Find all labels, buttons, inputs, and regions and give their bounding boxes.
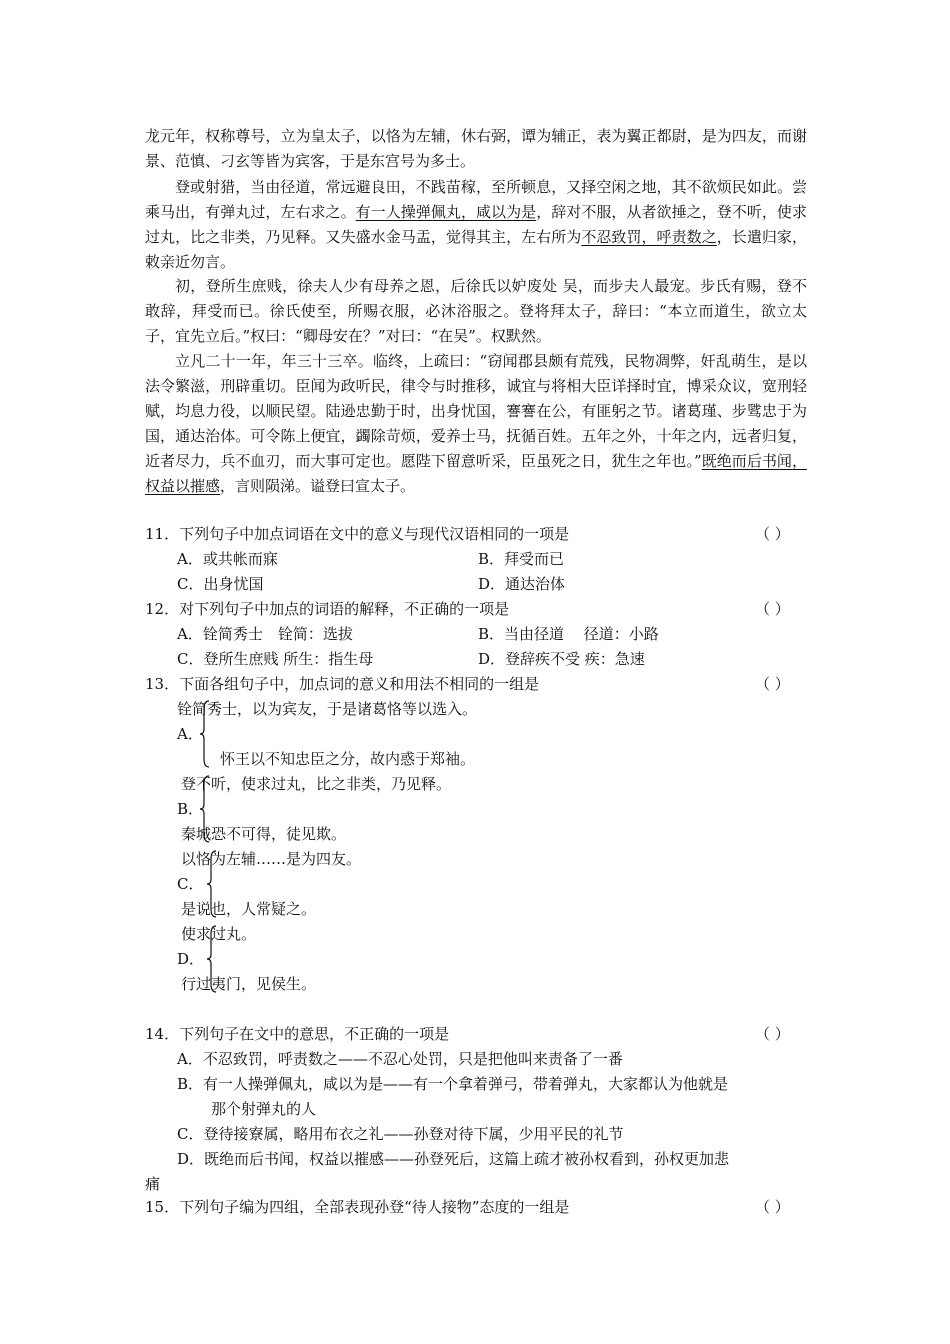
q14-option-d-line-1: D．既绝而后书闻，权益以摧感——孙登死后，这篇上疏才被孙权看到，孙权更加悲: [177, 1150, 730, 1168]
q15-stem: 15．下列句子编为四组，全部表现孙登“待人接物”态度的一组是: [145, 1198, 570, 1216]
passage-paragraph-3: 初，登所生庶贱，徐夫人少有母养之恩，后徐氏以妒废处 吴，而步夫人最宠。步氏有赐，登不敢辞，拜受而已。徐氏使至，所赐衣服，必沐浴服之。登将拜太子，辞曰：“本立而道生，欲立太子，宜先立后。”权曰：“卿母安在？”对曰：“在吴”。权默然。: [145, 277, 807, 345]
passage-paragraph-1: 龙元年，权称尊号，立为皇太子，以恪为左辅，休右弼，谭为辅正，表为翼正都尉，是为四友，而谢景、范慎、刁玄等皆为宾客，于是东宫号为多士。: [145, 127, 807, 170]
q12-answer-paren: （ ）: [755, 600, 790, 618]
q11-option-a: A．或共帐而寐: [177, 550, 278, 568]
q14-stem: 14．下列句子在文中的意思，不正确的一项是: [145, 1025, 450, 1043]
q11-answer-paren: （ ）: [755, 525, 790, 543]
passage-paragraph-2: 登或射猎，当由径道，常远避良田，不践苗稼，至所顿息，又择空闲之地，其不欲烦民如此。尝乘马出，有弹丸过，左右求之。有一人操弹佩丸，咸以为是，辞对不服，从者欲捶之，登不听，使求过丸，比之非类，乃见释。又失盛水金马盂，觉得其主，左右所为不忍致罚，呼责数之，长遣归家，敕亲近勿言。: [145, 178, 807, 271]
q13-a-sentence-1: 铨简秀士，以为宾友，于是诸葛恪等以选入。: [177, 700, 478, 718]
q13-d-sentence-1: 使求过丸。: [181, 925, 257, 943]
passage-paragraph-4: 立凡二十一年，年三十三卒。临终，上疏曰：“窃闻郡县颇有荒残，民物凋弊，奸乱萌生，是以法令繁滋，刑辟重切。臣闻为政听民，律令与时推移，诚宜与将相大臣详择时宜，博采众议，宽刑轻赋，均息力役，以顺民望。陆逊忠勤于时，出身忧国，謇謇在公，有匪躬之节。诸葛瑾、步骘忠于为国，通达治体。可令陈上便宜，蠲除苛烦，爱养士马，抚循百姓。五年之外，十年之内，远者归复，近者尽力，兵不血刃，而大事可定也。愿陛下留意听采，臣虽死之日，犹生之年也。”既绝而后书闻，权益以摧感，言则陨涕。谥登曰宣太子。: [145, 352, 807, 495]
q13-b-sentence-1: 登不听，使求过丸，比之非类，乃见释。: [181, 775, 452, 793]
underlined-sentence: 不忍致罚，呼责数之: [581, 228, 717, 246]
q13-d-sentence-2: 行过夷门，见侯生。: [181, 975, 317, 993]
q13-stem: 13．下面各组句子中，加点词的意义和用法不相同的一组是: [145, 675, 540, 693]
q13-c-label: C．: [177, 875, 204, 893]
q13-a-sentence-2: 怀王以不知忠臣之分，故内惑于郑袖。: [220, 750, 476, 768]
q13-answer-paren: （ ）: [755, 675, 790, 693]
q11-option-b: B．拜受而已: [478, 550, 565, 568]
q13-c-sentence-2: 是说也，人常疑之。: [181, 900, 317, 918]
underlined-sentence: 有一人操弹佩丸，咸以为是: [355, 203, 537, 221]
q12-option-a: A．铨简秀士 铨简：选拔: [177, 625, 353, 643]
q13-a-brace: [199, 699, 211, 769]
q14-answer-paren: （ ）: [755, 1025, 790, 1043]
q12-option-c: C．登所生庶贱 所生：指生母: [177, 650, 374, 668]
q11-option-d: D．通达治体: [478, 575, 566, 593]
q12-stem: 12．对下列句子中加点的词语的解释，不正确的一项是: [145, 600, 510, 618]
q11-option-c: C．出身忧国: [177, 575, 264, 593]
q14-option-a: A．不忍致罚，呼责数之——不忍心处罚，只是把他叫来责备了一番: [177, 1050, 623, 1068]
underlined-sentence: 既绝而后书闻，权益以摧感: [145, 452, 807, 495]
q11-stem: 11．下列句子中加点词语在文中的意义与现代汉语相同的一项是: [145, 525, 570, 543]
q14-option-b-line-1: B．有一人操弹佩丸，咸以为是——有一个拿着弹弓，带着弹丸，大家都认为他就是: [177, 1075, 729, 1093]
q12-option-d: D．登辞疾不受 疾：急速: [478, 650, 645, 668]
q13-a-label: A．: [177, 725, 203, 743]
q12-option-b: B．当由径道 径道：小路: [478, 625, 659, 643]
q13-b-sentence-2: 秦城恐不可得，徒见欺。: [181, 825, 347, 843]
q15-answer-paren: （ ）: [755, 1198, 790, 1216]
q14-option-c: C．登待接寮属，略用布衣之礼——孙登对待下属，少用平民的礼节: [177, 1125, 624, 1143]
q13-d-label: D．: [177, 950, 205, 968]
q14-option-d-line-2: 痛: [145, 1175, 161, 1193]
q13-c-sentence-1: 以恪为左辅……是为四友。: [181, 850, 362, 868]
q13-b-label: B．: [177, 800, 204, 818]
q14-option-b-line-2: 那个射弹丸的人: [211, 1100, 317, 1118]
